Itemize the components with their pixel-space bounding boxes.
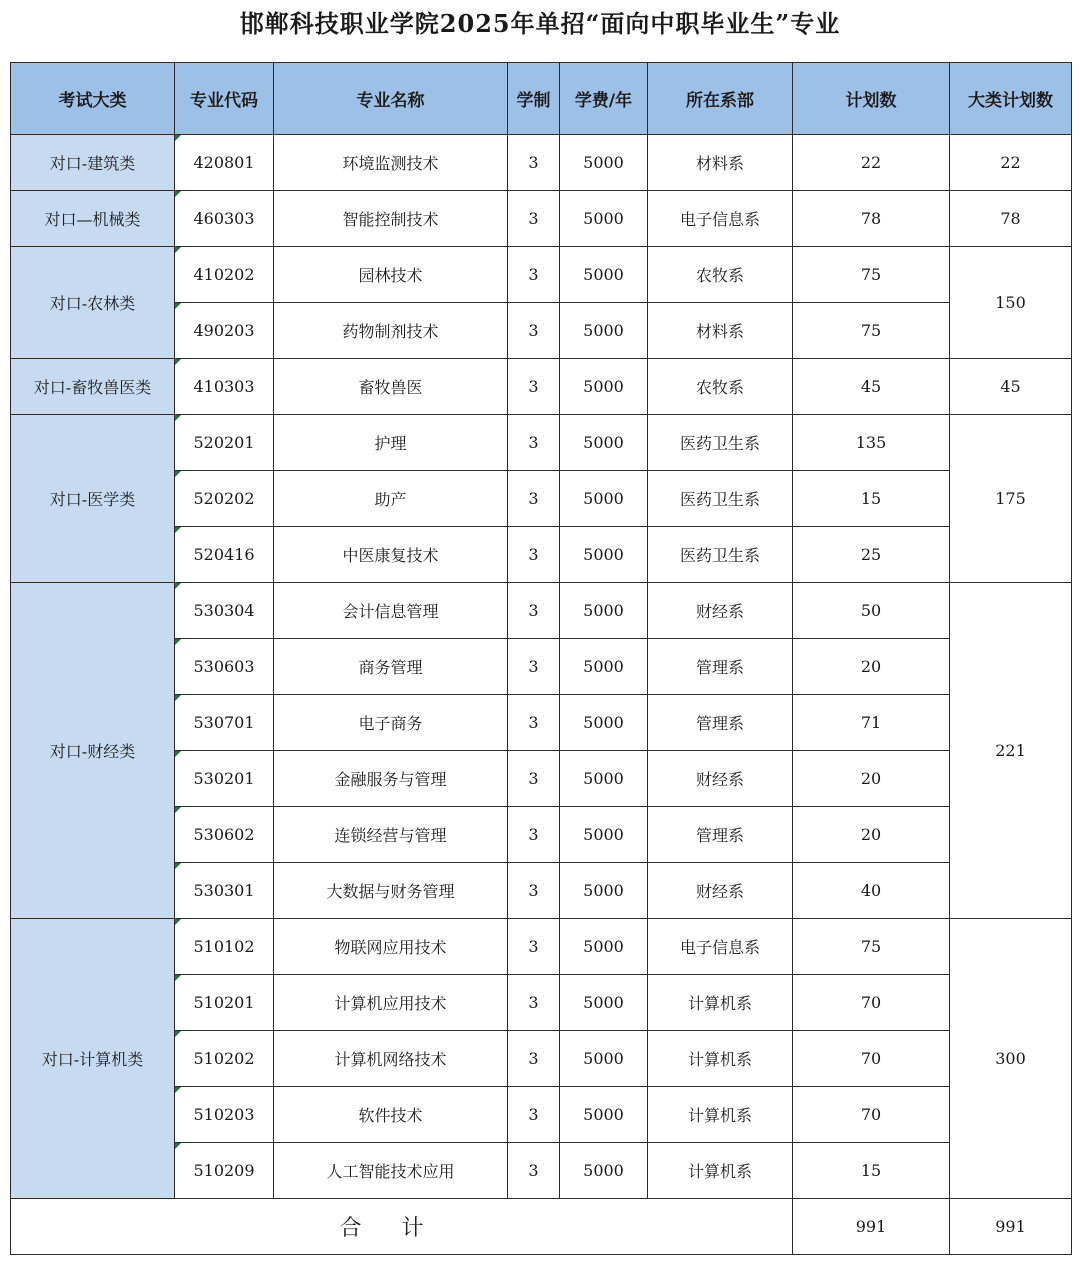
category-cell: 对口-建筑类 xyxy=(11,135,175,191)
total-label: 合计 xyxy=(11,1199,793,1255)
fee-cell: 5000 xyxy=(560,751,648,807)
category-plan-cell: 300 xyxy=(950,919,1072,1199)
dept-cell: 农牧系 xyxy=(648,247,793,303)
years-cell: 3 xyxy=(508,807,560,863)
dept-cell: 医药卫生系 xyxy=(648,471,793,527)
table-row xyxy=(11,583,1072,639)
major-name-cell: 金融服务与管理 xyxy=(274,751,508,807)
fee-cell: 5000 xyxy=(560,1087,648,1143)
header-dept: 所在系部 xyxy=(648,63,793,135)
code-cell xyxy=(175,863,274,919)
dept-cell: 电子信息系 xyxy=(648,919,793,975)
table-row xyxy=(11,359,1072,415)
table-row xyxy=(11,135,1072,191)
category-plan-cell: 221 xyxy=(950,583,1072,919)
dept-cell: 财经系 xyxy=(648,583,793,639)
category-cell: 对口-畜牧兽医类 xyxy=(11,359,175,415)
plan-cell: 75 xyxy=(793,919,950,975)
major-name-cell: 护理 xyxy=(274,415,508,471)
major-name-cell: 电子商务 xyxy=(274,695,508,751)
years-cell: 3 xyxy=(508,415,560,471)
code-cell xyxy=(175,1031,274,1087)
table-row xyxy=(11,415,1072,471)
code-cell-text: 520416 xyxy=(193,545,255,564)
plan-cell: 15 xyxy=(793,1143,950,1199)
code-cell xyxy=(175,359,274,415)
cell-marker-icon xyxy=(175,527,181,533)
code-cell-text: 490203 xyxy=(193,321,255,340)
category-cell: 对口—机械类 xyxy=(11,191,175,247)
years-cell: 3 xyxy=(508,1031,560,1087)
plan-cell: 22 xyxy=(793,135,950,191)
years-cell: 3 xyxy=(508,303,560,359)
major-name-cell: 助产 xyxy=(274,471,508,527)
category-plan-cell: 78 xyxy=(950,191,1072,247)
header-years: 学制 xyxy=(508,63,560,135)
code-cell xyxy=(175,527,274,583)
major-name-cell: 畜牧兽医 xyxy=(274,359,508,415)
dept-cell: 医药卫生系 xyxy=(648,527,793,583)
years-cell: 3 xyxy=(508,975,560,1031)
years-cell: 3 xyxy=(508,471,560,527)
plan-cell: 20 xyxy=(793,639,950,695)
code-cell xyxy=(175,975,274,1031)
cell-marker-icon xyxy=(175,751,181,757)
code-cell xyxy=(175,751,274,807)
total-row xyxy=(11,1199,1072,1255)
dept-cell: 计算机系 xyxy=(648,1087,793,1143)
header-name: 专业名称 xyxy=(274,63,508,135)
major-name-cell: 会计信息管理 xyxy=(274,583,508,639)
years-cell: 3 xyxy=(508,191,560,247)
table-body xyxy=(11,135,1072,1199)
major-name-cell: 计算机网络技术 xyxy=(274,1031,508,1087)
enrollment-table xyxy=(10,62,1072,1255)
category-plan-cell: 22 xyxy=(950,135,1072,191)
cell-marker-icon xyxy=(175,303,181,309)
code-cell xyxy=(175,583,274,639)
years-cell: 3 xyxy=(508,1087,560,1143)
plan-cell: 70 xyxy=(793,975,950,1031)
plan-cell: 45 xyxy=(793,359,950,415)
plan-cell: 70 xyxy=(793,1087,950,1143)
major-name-cell: 计算机应用技术 xyxy=(274,975,508,1031)
code-cell-text: 510201 xyxy=(193,993,255,1012)
cell-marker-icon xyxy=(175,247,181,253)
code-cell xyxy=(175,695,274,751)
plan-cell: 70 xyxy=(793,1031,950,1087)
table-row xyxy=(11,191,1072,247)
code-cell xyxy=(175,807,274,863)
fee-cell: 5000 xyxy=(560,695,648,751)
code-cell xyxy=(175,1143,274,1199)
page-title: 邯郸科技职业学院2025年单招“面向中职毕业生”专业 xyxy=(239,9,841,38)
header-category-plan: 大类计划数 xyxy=(950,63,1072,135)
years-cell: 3 xyxy=(508,527,560,583)
fee-cell: 5000 xyxy=(560,247,648,303)
cell-marker-icon xyxy=(175,863,181,869)
code-cell xyxy=(175,191,274,247)
plan-cell: 50 xyxy=(793,583,950,639)
total-category-plan: 991 xyxy=(950,1199,1072,1255)
dept-cell: 计算机系 xyxy=(648,1031,793,1087)
code-cell-text: 530301 xyxy=(193,881,255,900)
code-cell-text: 460303 xyxy=(193,209,255,228)
plan-cell: 75 xyxy=(793,303,950,359)
header-fee: 学费/年 xyxy=(560,63,648,135)
plan-cell: 75 xyxy=(793,247,950,303)
category-cell: 对口-农林类 xyxy=(11,247,175,359)
total-plan: 991 xyxy=(793,1199,950,1255)
code-cell-text: 530602 xyxy=(193,825,255,844)
years-cell: 3 xyxy=(508,247,560,303)
major-name-cell: 智能控制技术 xyxy=(274,191,508,247)
table-row xyxy=(11,247,1072,303)
code-cell-text: 530603 xyxy=(193,657,255,676)
major-name-cell: 人工智能技术应用 xyxy=(274,1143,508,1199)
dept-cell: 计算机系 xyxy=(648,975,793,1031)
category-cell: 对口-医学类 xyxy=(11,415,175,583)
code-cell xyxy=(175,415,274,471)
plan-cell: 20 xyxy=(793,751,950,807)
category-plan-cell: 45 xyxy=(950,359,1072,415)
header-category: 考试大类 xyxy=(11,63,175,135)
code-cell-text: 410202 xyxy=(193,265,255,284)
fee-cell: 5000 xyxy=(560,863,648,919)
years-cell: 3 xyxy=(508,1143,560,1199)
fee-cell: 5000 xyxy=(560,1143,648,1199)
plan-cell: 20 xyxy=(793,807,950,863)
plan-cell: 40 xyxy=(793,863,950,919)
cell-marker-icon xyxy=(175,807,181,813)
dept-cell: 材料系 xyxy=(648,135,793,191)
major-name-cell: 园林技术 xyxy=(274,247,508,303)
cell-marker-icon xyxy=(175,1087,181,1093)
cell-marker-icon xyxy=(175,471,181,477)
fee-cell: 5000 xyxy=(560,527,648,583)
cell-marker-icon xyxy=(175,975,181,981)
fee-cell: 5000 xyxy=(560,639,648,695)
header-code: 专业代码 xyxy=(175,63,274,135)
fee-cell: 5000 xyxy=(560,191,648,247)
years-cell: 3 xyxy=(508,639,560,695)
major-name-cell: 连锁经营与管理 xyxy=(274,807,508,863)
table-row xyxy=(11,919,1072,975)
dept-cell: 财经系 xyxy=(648,751,793,807)
cell-marker-icon xyxy=(175,919,181,925)
dept-cell: 管理系 xyxy=(648,695,793,751)
code-cell-text: 420801 xyxy=(193,153,255,172)
header-row xyxy=(11,63,1072,135)
cell-marker-icon xyxy=(175,695,181,701)
major-name-cell: 药物制剂技术 xyxy=(274,303,508,359)
cell-marker-icon xyxy=(175,359,181,365)
years-cell: 3 xyxy=(508,863,560,919)
plan-cell: 135 xyxy=(793,415,950,471)
fee-cell: 5000 xyxy=(560,1031,648,1087)
code-cell-text: 530701 xyxy=(193,713,255,732)
header-plan: 计划数 xyxy=(793,63,950,135)
fee-cell: 5000 xyxy=(560,359,648,415)
dept-cell: 医药卫生系 xyxy=(648,415,793,471)
fee-cell: 5000 xyxy=(560,975,648,1031)
fee-cell: 5000 xyxy=(560,303,648,359)
major-name-cell: 大数据与财务管理 xyxy=(274,863,508,919)
code-cell-text: 510203 xyxy=(193,1105,255,1124)
plan-cell: 71 xyxy=(793,695,950,751)
category-plan-cell: 175 xyxy=(950,415,1072,583)
code-cell xyxy=(175,471,274,527)
years-cell: 3 xyxy=(508,919,560,975)
cell-marker-icon xyxy=(175,415,181,421)
category-cell: 对口-计算机类 xyxy=(11,919,175,1199)
code-cell xyxy=(175,1087,274,1143)
code-cell xyxy=(175,919,274,975)
code-cell xyxy=(175,303,274,359)
code-cell-text: 530201 xyxy=(193,769,255,788)
years-cell: 3 xyxy=(508,359,560,415)
fee-cell: 5000 xyxy=(560,471,648,527)
cell-marker-icon xyxy=(175,135,181,141)
fee-cell: 5000 xyxy=(560,135,648,191)
cell-marker-icon xyxy=(175,191,181,197)
plan-cell: 15 xyxy=(793,471,950,527)
category-cell: 对口-财经类 xyxy=(11,583,175,919)
dept-cell: 管理系 xyxy=(648,807,793,863)
fee-cell: 5000 xyxy=(560,415,648,471)
major-name-cell: 环境监测技术 xyxy=(274,135,508,191)
years-cell: 3 xyxy=(508,583,560,639)
code-cell-text: 520201 xyxy=(193,433,255,452)
code-cell-text: 510102 xyxy=(193,937,255,956)
plan-cell: 25 xyxy=(793,527,950,583)
years-cell: 3 xyxy=(508,695,560,751)
code-cell-text: 530304 xyxy=(193,601,255,620)
dept-cell: 材料系 xyxy=(648,303,793,359)
cell-marker-icon xyxy=(175,1143,181,1149)
major-name-cell: 中医康复技术 xyxy=(274,527,508,583)
dept-cell: 财经系 xyxy=(648,863,793,919)
cell-marker-icon xyxy=(175,583,181,589)
fee-cell: 5000 xyxy=(560,919,648,975)
cell-marker-icon xyxy=(175,1031,181,1037)
cell-marker-icon xyxy=(175,639,181,645)
fee-cell: 5000 xyxy=(560,583,648,639)
major-name-cell: 软件技术 xyxy=(274,1087,508,1143)
code-cell xyxy=(175,135,274,191)
major-name-cell: 物联网应用技术 xyxy=(274,919,508,975)
years-cell: 3 xyxy=(508,135,560,191)
code-cell-text: 410303 xyxy=(193,377,255,396)
dept-cell: 农牧系 xyxy=(648,359,793,415)
dept-cell: 计算机系 xyxy=(648,1143,793,1199)
code-cell-text: 510202 xyxy=(193,1049,255,1068)
fee-cell: 5000 xyxy=(560,807,648,863)
code-cell xyxy=(175,247,274,303)
major-name-cell: 商务管理 xyxy=(274,639,508,695)
years-cell: 3 xyxy=(508,751,560,807)
dept-cell: 管理系 xyxy=(648,639,793,695)
code-cell-text: 520202 xyxy=(193,489,255,508)
code-cell-text: 510209 xyxy=(193,1161,255,1180)
dept-cell: 电子信息系 xyxy=(648,191,793,247)
plan-cell: 78 xyxy=(793,191,950,247)
category-plan-cell: 150 xyxy=(950,247,1072,359)
code-cell xyxy=(175,639,274,695)
